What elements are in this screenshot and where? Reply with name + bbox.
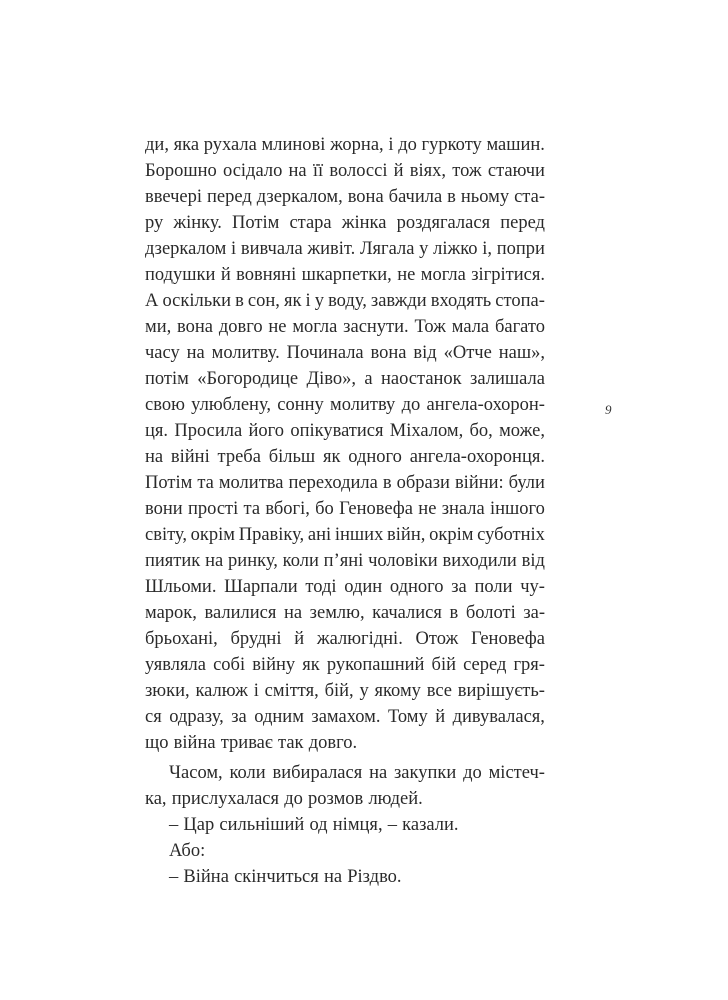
text-line: часу на молитву. Починала вона від «Отче наш»,: [145, 343, 545, 363]
text-line: А оскільки в сон, як і у воду, завжди входять стопа-: [145, 291, 545, 311]
text-line: ру жінку. Потім стара жінка роздягалася перед: [145, 213, 545, 233]
text-line: на війні треба більш як одного ангела-охоронця.: [145, 447, 545, 467]
text-line: що війна триває так довго.: [145, 733, 358, 753]
page-number: 9: [605, 402, 612, 417]
text-line: брьохані, брудні й жалюгідні. Отож Геновефа: [145, 629, 545, 649]
text-line: Шльоми. Шарпали тоді один одного за поли чу-: [145, 577, 545, 597]
text-line: Потім та молитва переходила в образи війни: були: [145, 473, 545, 493]
text-line: Часом, коли вибиралася на закупки до містеч-: [169, 763, 545, 783]
text-line: ка, прислухалася до розмов людей.: [145, 789, 423, 809]
text-line: – Цар сильніший од німця, – казали.: [169, 815, 459, 835]
text-line: потім «Богородице Діво», а наостанок залишала: [145, 369, 545, 389]
text-line: Або:: [169, 841, 206, 861]
text-line: свою улюблену, сонну молитву до ангела-охорон-: [145, 395, 545, 415]
text-line: світу, окрім Правіку, ані інших війн, окрім суботніх: [145, 525, 545, 545]
text-line: подушки й вовняні шкарпетки, не могла зігрітися.: [145, 265, 545, 285]
text-line: ди, яка рухала млинові жорна, і до гуркоту машин.: [145, 135, 545, 155]
body-text: [145, 132, 545, 890]
text-line: пиятик на ринку, коли п’яні чоловіки виходили від: [145, 551, 545, 571]
text-line: зюки, калюж і сміття, бій, у якому все вирішуєть-: [145, 681, 545, 701]
text-line: – Війна скінчиться на Різдво.: [169, 867, 402, 887]
text-line: ми, вона довго не могла заснути. Тож мала багато: [145, 317, 545, 337]
text-line: ця. Просила його опікуватися Міхалом, бо, може,: [145, 421, 545, 441]
text-line: вони прості та вбогі, бо Геновефа не знала іншого: [145, 499, 545, 519]
text-line: ввечері перед дзеркалом, вона бачила в ньому ста-: [145, 187, 545, 207]
text-line: ся одразу, за одним замахом. Тому й дивувалася,: [145, 707, 545, 727]
text-line: дзеркалом і вивчала живіт. Лягала у ліжко і, попри: [145, 239, 545, 259]
text-line: марок, валилися на землю, качалися в болоті за-: [145, 603, 545, 623]
text-line: уявляла собі війну як рукопашний бій серед гря-: [145, 655, 545, 675]
text-line: Борошно осідало на її волоссі й віях, тож стаючи: [145, 161, 545, 181]
